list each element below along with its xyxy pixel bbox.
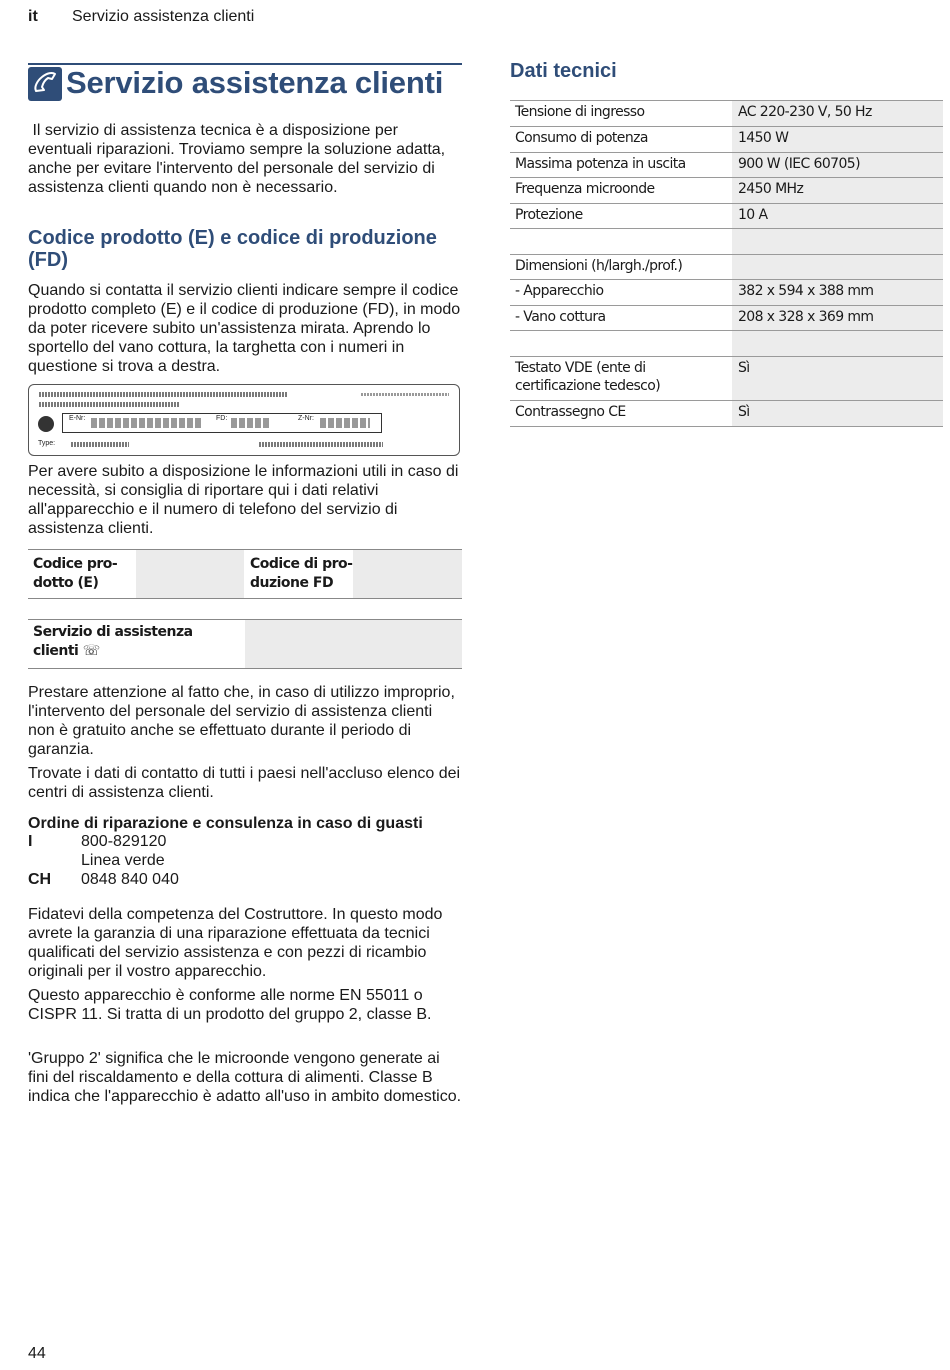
plate-text-line: [39, 392, 287, 397]
contacts-paragraph: Trovate i dati di contatto di tutti i paesi nell'accluso elenco dei centri di assistenza clienti.: [28, 765, 461, 801]
spec-row: [510, 356, 943, 400]
spec-row-spacer: [510, 330, 943, 356]
group-paragraph: 'Gruppo 2' significa che le microonde vengono generate ai fini del riscaldamento e della cottura di alimenti. Classe B indica che l'apparecchio è adatto all'uso in ambito domestico.: [28, 1050, 462, 1105]
phone-number-ch: 0848 840 040: [81, 871, 179, 888]
page-title-block: [28, 63, 462, 103]
plate-z-nr-value: [320, 418, 370, 428]
spec-label: Contrassegno CE: [515, 404, 626, 420]
page-title: Servizio assistenza clienti: [66, 65, 444, 100]
spec-value: AC 220-230 V, 50 Hz: [738, 104, 872, 120]
phone-number-it: 800-829120: [81, 833, 167, 850]
spec-value-cell: [732, 229, 943, 254]
spec-value: Sì: [738, 404, 750, 420]
info-paragraph: Per avere subito a disposizione le informazioni utili in caso di necessità, si consiglia di riportare qui i dati relativi all'apparecchio e il numero di telefono del servizio di assistenza clienti.: [28, 463, 459, 537]
spec-value-cell: [732, 401, 943, 426]
spec-row: [510, 203, 943, 229]
servizio-field: [245, 620, 462, 668]
spec-row: [510, 305, 943, 331]
spec-value-cell: [732, 255, 943, 280]
manufacturer-paragraph: Fidatevi della competenza del Costruttore. In questo modo avrete la garanzia di una riparazione effettuata da tecnici qualificati del servizio assistenza e con pezzi di ricambio originali per il vostro apparecchio.: [28, 906, 443, 980]
spec-label: Massima potenza in uscita: [515, 156, 686, 172]
spec-value: 2450 MHz: [738, 181, 804, 197]
codice-paragraph: Quando si contatta il servizio clienti indicare sempre il codice prodotto completo (E) e il codice di produzione (FD), in modo da poter ricevere subito un'assistenza mirata. Aprendo lo sportello del vano cottura, la targhetta con i numeri in questione si trova a destra.: [28, 282, 461, 375]
page-number: 44: [28, 1345, 46, 1362]
spec-label: - Vano cottura: [515, 309, 606, 325]
codice-prodotto-label: Codice pro- dotto (E): [33, 556, 118, 591]
codice-prodotto-field: [136, 550, 244, 598]
dati-tecnici-heading: Dati tecnici: [510, 60, 617, 82]
norms-paragraph: Questo apparecchio è conforme alle norme EN 55011 o CISPR 11. Si tratta di un prodotto del gruppo 2, classe B.: [28, 987, 432, 1023]
spec-row: [510, 279, 943, 305]
plate-type-value: [71, 442, 129, 447]
spec-value-cell: [732, 178, 943, 203]
spec-label: Tensione di ingresso: [515, 104, 645, 120]
spec-row: [510, 400, 943, 427]
spec-value-cell: [732, 127, 943, 152]
plate-type-label: Type:: [38, 440, 56, 447]
spec-value-cell: [732, 306, 943, 331]
spec-label: Dimensioni (h/largh./prof.): [515, 258, 683, 274]
plate-fd-value: [231, 418, 271, 428]
phone-icon: [28, 67, 62, 101]
intro-paragraph: Il servizio di assistenza tecnica è a disposizione per eventuali riparazioni. Troviamo sempre la soluzione adatta, anche per evitare l'intervento del personale del servizio di assistenza clienti quando non è necessario.: [28, 122, 450, 196]
spec-value: 1450 W: [738, 130, 789, 146]
spec-value-cell: [732, 204, 943, 229]
spec-label: Protezione: [515, 207, 583, 223]
warranty-paragraph: Prestare attenzione al fatto che, in caso di utilizzo improprio, l'intervento del personale del servizio di assistenza clienti non è gratuito anche se effettuato durante il periodo di garanzia.: [28, 684, 460, 758]
brand-logo-icon: [38, 416, 54, 432]
spec-row: [510, 126, 943, 152]
plate-e-nr-value: [91, 418, 203, 428]
plate-text-line: [259, 442, 383, 447]
plate-text-line: [39, 402, 179, 407]
spec-row: [510, 100, 943, 126]
spec-value: 382 x 594 x 388 mm: [738, 283, 874, 299]
spec-label: Consumo di potenza: [515, 130, 648, 146]
spec-value-cell: [732, 331, 943, 356]
spec-value: Sì: [738, 360, 750, 376]
plate-z-nr-label: Z-Nr:: [298, 415, 314, 422]
language-code: it: [28, 8, 38, 25]
order-heading: Ordine di riparazione e consulenza in caso di guasti: [28, 815, 423, 832]
codice-produzione-field: [353, 550, 462, 598]
spec-value-cell: [732, 357, 943, 400]
plate-fd-label: FD:: [216, 415, 228, 422]
country-code-it: I: [28, 833, 33, 850]
spec-row: [510, 177, 943, 203]
spec-value: 10 A: [738, 207, 768, 223]
spec-value-cell: [732, 101, 943, 126]
codice-heading: Codice prodotto (E) e codice di produzione (FD): [28, 227, 437, 271]
plate-text-line: [361, 393, 449, 396]
country-code-ch: CH: [28, 871, 52, 888]
spec-label: Frequenza microonde: [515, 181, 655, 197]
spec-value-cell: [732, 153, 943, 178]
spec-label: - Apparecchio: [515, 283, 604, 299]
spec-value-cell: [732, 280, 943, 305]
service-phone-form: [28, 619, 462, 669]
rating-plate-illustration: [28, 384, 460, 456]
plate-e-nr-label: E-Nr:: [69, 415, 86, 422]
spec-row-spacer: [510, 228, 943, 254]
spec-value: 208 x 328 x 369 mm: [738, 309, 874, 325]
spec-row: [510, 152, 943, 178]
phone-icon: ☏: [82, 643, 100, 659]
servizio-label: Servizio di assistenza clienti ☏: [33, 624, 193, 659]
plate-code-box: [62, 413, 382, 433]
spec-row: [510, 254, 943, 280]
codice-produzione-label: Codice di pro- duzione FD: [250, 556, 353, 591]
header-section-title: Servizio assistenza clienti: [72, 8, 255, 25]
product-code-form: [28, 549, 462, 599]
spec-value: 900 W (IEC 60705): [738, 156, 860, 172]
spec-label: Testato VDE (ente di certificazione tedesco): [515, 360, 661, 394]
phone-note-it: Linea verde: [81, 852, 165, 869]
